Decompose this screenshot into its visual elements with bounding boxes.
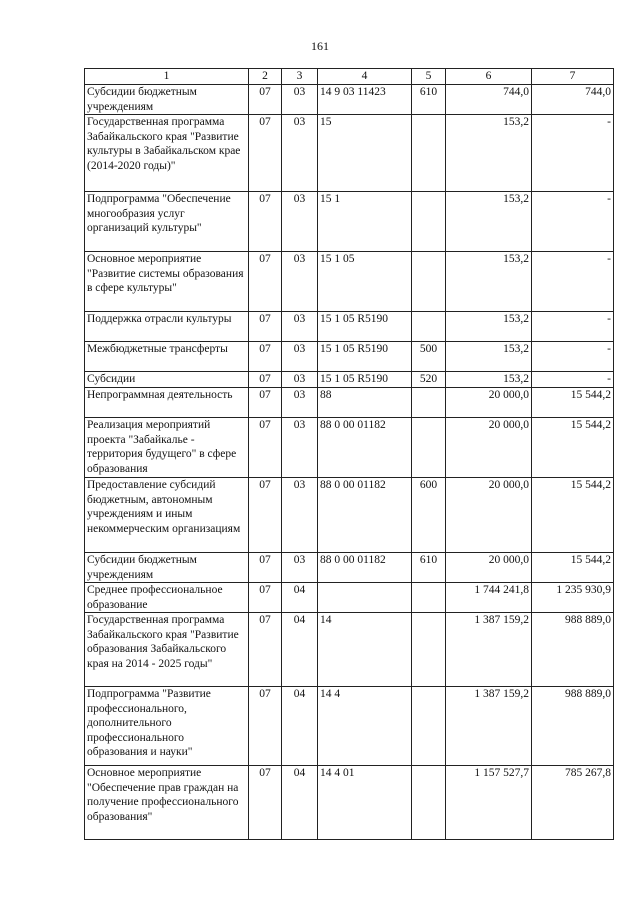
cell-expense-type (412, 192, 446, 252)
cell-name: Основное мероприятие "Развитие системы образования в сфере культуры" (85, 252, 249, 312)
column-header: 6 (446, 69, 532, 85)
cell-target-code: 15 1 05 R5190 (318, 372, 412, 388)
cell-section: 07 (249, 388, 282, 418)
cell-amount-6: 20 000,0 (446, 553, 532, 583)
cell-section: 07 (249, 418, 282, 478)
cell-name: Основное мероприятие "Обеспечение прав граждан на получение профессионального образования" (85, 766, 249, 840)
cell-subsection: 04 (282, 583, 318, 613)
column-header: 2 (249, 69, 282, 85)
cell-amount-6: 20 000,0 (446, 388, 532, 418)
cell-name: Подпрограмма "Обеспечение многообразия услуг организаций культуры" (85, 192, 249, 252)
cell-section: 07 (249, 115, 282, 192)
cell-amount-7: 744,0 (532, 85, 614, 115)
cell-section: 07 (249, 312, 282, 342)
cell-amount-6: 153,2 (446, 312, 532, 342)
table-row (85, 583, 614, 613)
cell-expense-type: 500 (412, 342, 446, 372)
column-header: 5 (412, 69, 446, 85)
cell-name: Субсидии (85, 372, 249, 388)
cell-subsection: 03 (282, 252, 318, 312)
cell-target-code: 88 (318, 388, 412, 418)
cell-subsection: 03 (282, 312, 318, 342)
cell-name: Непрограммная деятельность (85, 388, 249, 418)
column-header: 4 (318, 69, 412, 85)
table-row (85, 613, 614, 687)
cell-expense-type (412, 418, 446, 478)
cell-amount-7: 988 889,0 (532, 687, 614, 766)
cell-target-code: 15 1 (318, 192, 412, 252)
cell-amount-7: 785 267,8 (532, 766, 614, 840)
cell-section: 07 (249, 553, 282, 583)
cell-target-code: 14 (318, 613, 412, 687)
cell-expense-type: 520 (412, 372, 446, 388)
cell-target-code: 88 0 00 01182 (318, 478, 412, 553)
cell-amount-7: - (532, 312, 614, 342)
column-header: 3 (282, 69, 318, 85)
cell-name: Субсидии бюджетным учреждениям (85, 85, 249, 115)
cell-subsection: 03 (282, 115, 318, 192)
cell-subsection: 03 (282, 418, 318, 478)
cell-amount-7: - (532, 372, 614, 388)
cell-name: Реализация мероприятий проекта "Забайкалье - территория будущего" в сфере образования (85, 418, 249, 478)
cell-section: 07 (249, 687, 282, 766)
cell-subsection: 03 (282, 342, 318, 372)
table-row (85, 478, 614, 553)
cell-target-code (318, 583, 412, 613)
cell-subsection: 04 (282, 613, 318, 687)
cell-amount-6: 20 000,0 (446, 418, 532, 478)
cell-section: 07 (249, 478, 282, 553)
cell-amount-6: 1 387 159,2 (446, 613, 532, 687)
cell-subsection: 03 (282, 553, 318, 583)
cell-amount-7: - (532, 342, 614, 372)
cell-name: Межбюджетные трансферты (85, 342, 249, 372)
table-row (85, 372, 614, 388)
table-header-row (85, 69, 614, 85)
cell-name: Поддержка отрасли культуры (85, 312, 249, 342)
cell-amount-7: 15 544,2 (532, 553, 614, 583)
cell-amount-6: 1 744 241,8 (446, 583, 532, 613)
column-header: 7 (532, 69, 614, 85)
column-header: 1 (85, 69, 249, 85)
table-row (85, 312, 614, 342)
cell-subsection: 04 (282, 687, 318, 766)
cell-expense-type (412, 687, 446, 766)
cell-amount-6: 153,2 (446, 372, 532, 388)
cell-subsection: 03 (282, 372, 318, 388)
cell-section: 07 (249, 613, 282, 687)
cell-amount-7: - (532, 115, 614, 192)
cell-target-code: 15 1 05 R5190 (318, 342, 412, 372)
table-row (85, 85, 614, 115)
cell-expense-type (412, 766, 446, 840)
cell-amount-7: - (532, 252, 614, 312)
cell-expense-type (412, 115, 446, 192)
cell-name: Среднее профессиональное образование (85, 583, 249, 613)
cell-amount-7: - (532, 192, 614, 252)
cell-amount-6: 153,2 (446, 192, 532, 252)
cell-expense-type (412, 613, 446, 687)
cell-amount-6: 153,2 (446, 115, 532, 192)
cell-section: 07 (249, 372, 282, 388)
cell-expense-type (412, 312, 446, 342)
table-row (85, 252, 614, 312)
cell-subsection: 03 (282, 478, 318, 553)
cell-amount-6: 20 000,0 (446, 478, 532, 553)
cell-target-code: 14 4 01 (318, 766, 412, 840)
table-row (85, 192, 614, 252)
cell-amount-7: 15 544,2 (532, 478, 614, 553)
cell-name: Государственная программа Забайкальского края "Развитие образования Забайкальского края на 2014 - 2025 годы" (85, 613, 249, 687)
cell-amount-6: 744,0 (446, 85, 532, 115)
cell-subsection: 03 (282, 388, 318, 418)
page-number: 161 (311, 39, 329, 53)
cell-name: Предоставление субсидий бюджетным, автономным учреждениям и иным некоммерческим организациям (85, 478, 249, 553)
table-row (85, 342, 614, 372)
cell-target-code: 88 0 00 01182 (318, 553, 412, 583)
cell-name: Подпрограмма "Развитие профессионального, дополнительного профессионального образования и науки" (85, 687, 249, 766)
cell-subsection: 04 (282, 766, 318, 840)
cell-amount-6: 153,2 (446, 252, 532, 312)
cell-amount-7: 988 889,0 (532, 613, 614, 687)
cell-subsection: 03 (282, 85, 318, 115)
cell-expense-type: 610 (412, 85, 446, 115)
cell-expense-type (412, 388, 446, 418)
cell-target-code: 14 4 (318, 687, 412, 766)
table-row (85, 553, 614, 583)
cell-target-code: 15 (318, 115, 412, 192)
cell-section: 07 (249, 85, 282, 115)
cell-target-code: 88 0 00 01182 (318, 418, 412, 478)
cell-expense-type: 600 (412, 478, 446, 553)
cell-section: 07 (249, 583, 282, 613)
cell-section: 07 (249, 252, 282, 312)
cell-expense-type (412, 583, 446, 613)
cell-target-code: 15 1 05 R5190 (318, 312, 412, 342)
table-row (85, 687, 614, 766)
cell-amount-6: 1 387 159,2 (446, 687, 532, 766)
cell-amount-7: 15 544,2 (532, 418, 614, 478)
cell-amount-6: 153,2 (446, 342, 532, 372)
cell-expense-type (412, 252, 446, 312)
cell-name: Субсидии бюджетным учреждениям (85, 553, 249, 583)
cell-target-code: 15 1 05 (318, 252, 412, 312)
cell-name: Государственная программа Забайкальского края "Развитие культуры в Забайкальском крае (2014-2020 годы)" (85, 115, 249, 192)
cell-amount-7: 1 235 930,9 (532, 583, 614, 613)
cell-subsection: 03 (282, 192, 318, 252)
table-row (85, 388, 614, 418)
cell-section: 07 (249, 766, 282, 840)
cell-target-code: 14 9 03 11423 (318, 85, 412, 115)
table-row (85, 766, 614, 840)
table-row (85, 115, 614, 192)
cell-section: 07 (249, 192, 282, 252)
cell-section: 07 (249, 342, 282, 372)
cell-expense-type: 610 (412, 553, 446, 583)
cell-amount-6: 1 157 527,7 (446, 766, 532, 840)
budget-table (84, 68, 614, 840)
cell-amount-7: 15 544,2 (532, 388, 614, 418)
table-row (85, 418, 614, 478)
